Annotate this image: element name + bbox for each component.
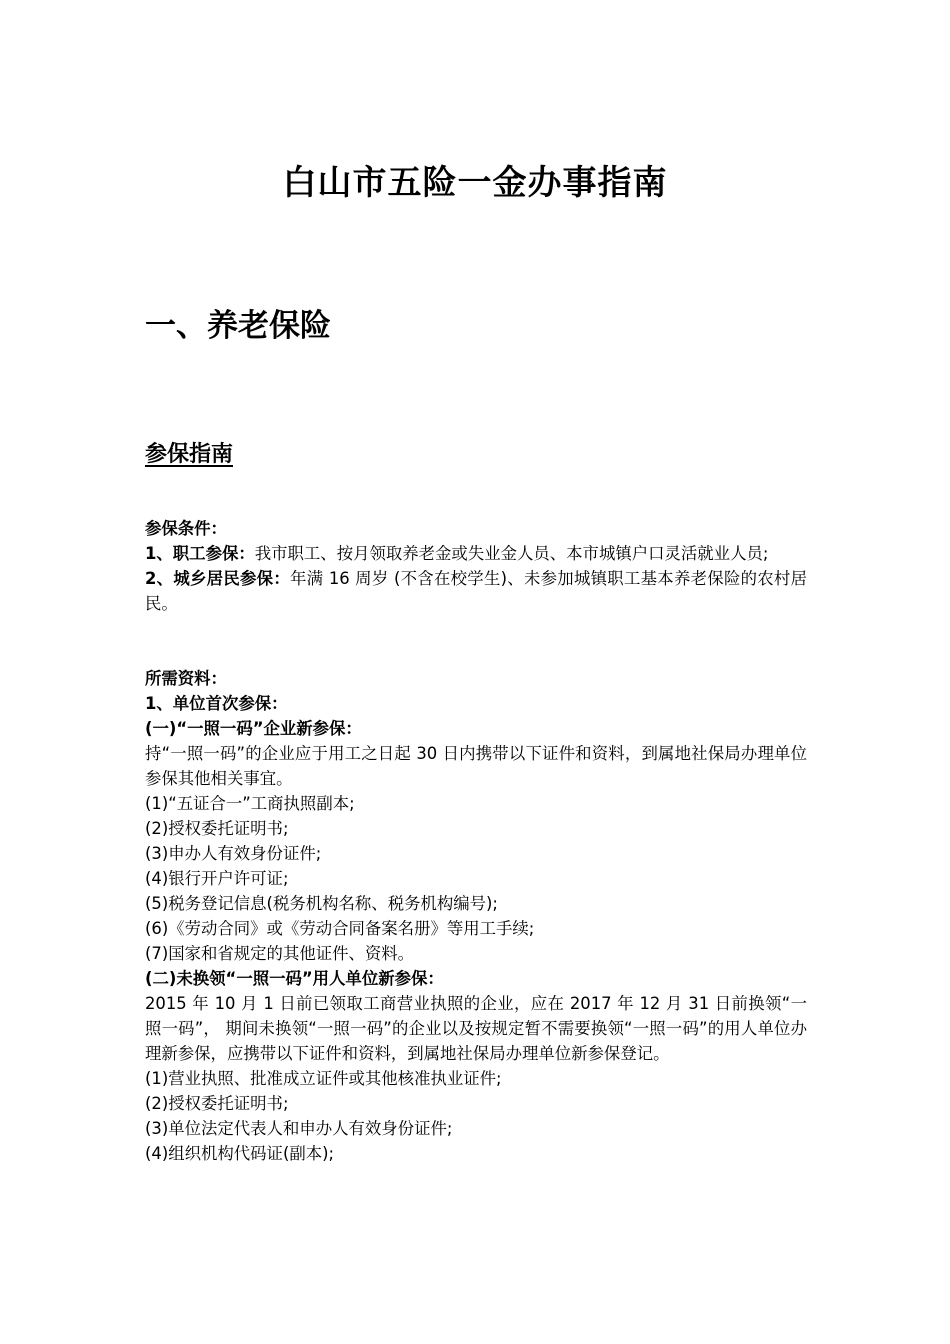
section-heading-pension: 一、养老保险 <box>145 308 331 344</box>
spacer <box>145 616 807 666</box>
part-1-list-item: (2)授权委托证明书; <box>145 819 289 838</box>
document-body <box>145 516 807 1166</box>
part-1-list-item: (4)银行开户许可证; <box>145 869 289 888</box>
condition-item-1 <box>145 541 807 566</box>
part-2-list-item: (3)单位法定代表人和申办人有效身份证件; <box>145 1119 453 1138</box>
part-1-intro: 持“一照一码”的企业应于用工之日起 30 日内携带以下证件和资料，到属地社保局办理单位参保其他相关事宜。 <box>145 744 807 788</box>
condition-item-1-label: 1、职工参保： <box>145 544 255 563</box>
part-1-list-item: (1)“五证合一”工商执照副本; <box>145 794 355 813</box>
condition-item-2-label: 2、城乡居民参保： <box>145 569 290 588</box>
materials-item-1-heading: 1、单位首次参保： <box>145 694 288 713</box>
part-2-list-item: (4)组织机构代码证(副本); <box>145 1144 335 1163</box>
part-1-list-item: (6)《劳动合同》或《劳动合同备案名册》等用工手续; <box>145 919 535 938</box>
part-2-intro: 2015 年 10 月 1 日前已领取工商营业执照的企业，应在 2017 年 12 月 31 日前换领“一照一码”， 期间未换领“一照一码”的企业以及按规定暂不需要换领“一照一码”的用人单位办理新参保，应携带以下证件和资料，到属地社保局办理单位新参保登记。 <box>145 994 807 1063</box>
document-title: 白山市五险一金办事指南 <box>282 163 668 203</box>
part-2-heading: (二)未换领“一照一码”用人单位新参保： <box>145 969 444 988</box>
condition-item-1-text: 我市职工、按月领取养老金或失业金人员、本市城镇户口灵活就业人员; <box>254 544 769 563</box>
part-2-list-item: (1)营业执照、批准成立证件或其他核准执业证件; <box>145 1069 502 1088</box>
subheading-enrollment-guide: 参保指南 <box>145 442 234 467</box>
part-1-list-item: (3)申办人有效身份证件; <box>145 844 322 863</box>
part-2-list-item: (2)授权委托证明书; <box>145 1094 289 1113</box>
part-1-list-item: (7)国家和省规定的其他证件、资料。 <box>145 944 415 963</box>
condition-item-2-text: 年满 16 周岁 (不含在校学生)、未参加城镇职工基本养老保险的农村居民。 <box>145 569 807 613</box>
materials-heading: 所需资料： <box>145 669 227 688</box>
condition-item-2 <box>145 566 807 616</box>
part-1-heading: (一)“一照一码”企业新参保： <box>145 719 362 738</box>
conditions-heading: 参保条件： <box>145 519 227 538</box>
part-1-list-item: (5)税务登记信息(税务机构名称、税务机构编号); <box>145 894 498 913</box>
